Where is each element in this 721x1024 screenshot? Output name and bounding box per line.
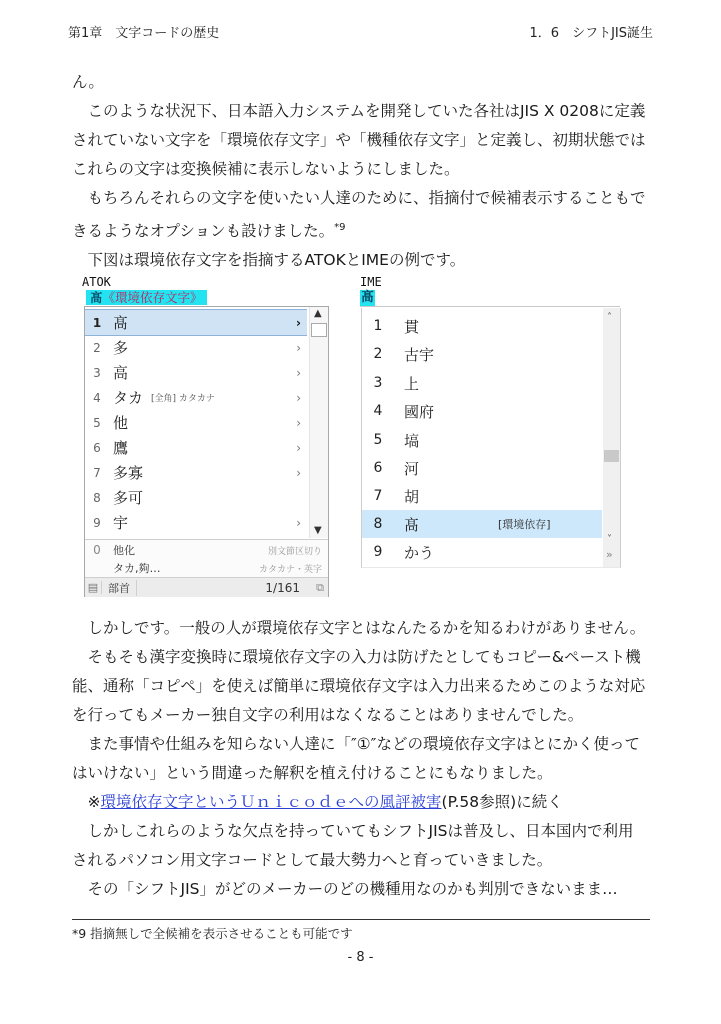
atok-candidate-1[interactable] [85, 309, 307, 336]
candidate-text: 髙 [404, 515, 420, 534]
candidate-number: 9 [373, 544, 383, 560]
chevron-up-icon[interactable]: ˄ [607, 312, 612, 323]
reference-prefix: ※ [72, 793, 101, 811]
candidate-number: 9 [93, 515, 101, 530]
chevron-right-icon: › [296, 365, 301, 380]
candidate-number: 1 [92, 315, 102, 330]
reference-link[interactable]: 環境依存文字というＵｎｉｃｏｄｅへの風評被害 [100, 793, 442, 811]
radical-button[interactable]: 部首 [102, 580, 137, 596]
atok-status-bar [85, 577, 328, 597]
paragraph-line [72, 213, 652, 246]
candidate-number: 2 [93, 340, 101, 355]
dictionary-icon[interactable]: ▤ [85, 581, 102, 594]
candidate-text: 他 [113, 414, 129, 432]
reference-line [72, 788, 652, 817]
chevron-right-icon: › [296, 440, 301, 455]
candidate-text: 國府 [404, 402, 435, 421]
chevron-right-icon: › [296, 390, 301, 405]
candidate-number: 7 [373, 488, 383, 504]
footnote: *9 指摘無しで全候補を表示させることも可能です [72, 926, 353, 941]
paragraph-line: しかしこれらのような欠点を持っていてもシフトJISは普及し、日本国内で利用 [72, 822, 634, 840]
expand-window-icon[interactable]: ⧉ [316, 580, 324, 594]
ime-candidate-4[interactable] [362, 397, 602, 425]
atok-candidate-window [84, 306, 329, 597]
paragraph-line: もちろんそれらの文字を使いたい人達のために、指摘付で候補表示することもで [72, 189, 646, 207]
chevron-right-icon: › [296, 340, 301, 355]
divider [360, 306, 620, 307]
atok-candidate-5[interactable] [85, 410, 307, 435]
candidate-number: 4 [373, 403, 383, 419]
candidate-text: 河 [404, 459, 420, 478]
candidate-number: 8 [373, 516, 383, 532]
candidate-text: 塙 [404, 431, 420, 450]
candidate-number: 1 [373, 318, 383, 334]
candidate-number: 6 [373, 460, 383, 476]
candidate-number: 5 [373, 432, 383, 448]
candidate-number: 2 [373, 346, 383, 362]
candidate-text: 高 [113, 364, 129, 382]
chevron-right-icon: › [296, 465, 301, 480]
atok-extra-candidates[interactable] [85, 539, 328, 578]
atok-scrollbar[interactable] [309, 307, 328, 538]
candidate-text: かう [404, 543, 435, 562]
ime-candidate-1[interactable] [362, 312, 602, 340]
paragraph-line: されていない文字を「環境依存文字」や「機種依存文字」と定義し、初期状態では [72, 131, 646, 149]
atok-candidate-7[interactable] [85, 460, 307, 485]
atok-composition [86, 290, 207, 305]
candidate-text: 貫 [404, 317, 420, 336]
paragraph-line: これらの文字は変換候補に表示しないようにしました。 [72, 160, 460, 178]
candidate-number: 8 [93, 490, 101, 505]
ime-candidate-8[interactable] [362, 510, 602, 538]
paragraph-line: そもそも漢字変換時に環境依存文字の入力は防げたとしてもコピー&ペースト機 [72, 648, 641, 666]
candidate-text: タカ [113, 389, 144, 407]
atok-candidate-9[interactable] [85, 510, 307, 535]
paragraph-line: はいけない」という間違った解釈を植え付けることにもなりました。 [72, 764, 553, 782]
paragraph-line: しかしです。一般の人が環境依存文字とはなんたるかを知るわけがありません。 [72, 619, 646, 637]
extra-candidate-hint: 別文節区切り [267, 546, 322, 557]
candidate-text: 上 [404, 374, 420, 393]
ime-candidate-6[interactable] [362, 454, 602, 482]
chevron-right-icon: › [296, 515, 301, 530]
atok-candidate-6[interactable] [85, 435, 307, 460]
candidate-number: 3 [93, 365, 101, 380]
extra-candidate-hint: カタカナ・英字 [258, 564, 322, 575]
footnote-divider [72, 919, 650, 920]
atok-candidate-4[interactable] [85, 385, 307, 410]
paragraph-line: このような状況下、日本語入力システムを開発していた各社はJIS X 0208に定義 [72, 102, 646, 120]
candidate-number: 6 [93, 440, 101, 455]
page-up-icon[interactable]: ▲ [314, 308, 322, 319]
candidate-text: 多可 [113, 489, 144, 507]
atok-composition-char: 髙 [90, 290, 103, 305]
chevron-right-icon: › [296, 415, 301, 430]
paragraph-line: また事情や仕組みを知らない人達に「″①″などの環境依存文字はとにかく使って [72, 735, 640, 753]
chevron-down-icon[interactable]: ˅ [607, 534, 612, 545]
ime-candidate-5[interactable] [362, 426, 602, 454]
paragraph-line: を行ってもメーカー独自文字の利用はなくなることはありませんでした。 [72, 706, 584, 724]
scrollbar-thumb[interactable] [311, 323, 327, 337]
chapter-header: 第1章 文字コードの歴史 [68, 26, 220, 41]
ime-scrollbar[interactable] [603, 308, 620, 567]
candidate-number: 0 [93, 543, 101, 557]
reference-suffix: (P.58参照)に続く [441, 793, 563, 811]
candidate-number: 3 [373, 375, 383, 391]
expand-icon[interactable]: » [606, 548, 613, 561]
page-indicator: 1/161 [265, 580, 300, 595]
candidate-text: 古宇 [404, 345, 435, 364]
candidate-text: 髙 [113, 314, 129, 332]
main-text [72, 614, 652, 904]
atok-composition-note: 《環境依存文字》 [102, 290, 203, 305]
atok-candidate-3[interactable] [85, 360, 307, 385]
atok-label: ATOK [82, 275, 111, 289]
candidate-number: 7 [93, 465, 101, 480]
paragraph-line: 下図は環境依存文字を指摘するATOKとIMEの例です。 [72, 251, 466, 269]
extra-candidate-text: タカ,夠… [113, 562, 161, 575]
ime-candidate-9[interactable] [362, 538, 602, 566]
ime-candidate-3[interactable] [362, 369, 602, 397]
scrollbar-thumb[interactable] [604, 450, 619, 462]
paragraph-line: されるパソコン用文字コードとして最大勢力へと育っていきました。 [72, 851, 553, 869]
ime-candidate-7[interactable] [362, 482, 602, 510]
atok-candidate-8[interactable] [85, 485, 307, 510]
chevron-right-icon: › [296, 315, 301, 330]
candidate-text: 多寡 [113, 464, 144, 482]
candidate-number: 4 [93, 390, 101, 405]
ime-candidate-window [361, 308, 621, 568]
candidate-text: 多 [113, 339, 129, 357]
ime-candidate-2[interactable] [362, 340, 602, 368]
paragraph-line: その「シフトJIS」がどのメーカーのどの機種用なのかも判別できないまま… [72, 880, 618, 898]
ime-composition: 髙 [361, 290, 375, 305]
extra-candidate-text: 他化 [113, 544, 135, 557]
paragraph-text: きるようなオプションも設けました。 [72, 222, 335, 240]
footnote-ref[interactable]: *9 [334, 222, 346, 233]
paragraph-line: ん。 [72, 73, 104, 91]
intro-text [72, 68, 652, 275]
page-down-icon[interactable]: ▼ [314, 525, 322, 536]
candidate-number: 5 [93, 415, 101, 430]
candidate-text: 胡 [404, 487, 420, 506]
candidate-text: 宇 [113, 514, 129, 532]
candidate-note: [環境依存] [498, 518, 551, 531]
candidate-note: [全角] カタカナ [151, 394, 215, 404]
paragraph-line: 能、通称「コピペ」を使えば簡単に環境依存文字は入力出来るためこのような対応 [72, 677, 646, 695]
section-header: 1．6 シフトJIS誕生 [529, 26, 653, 41]
ime-label: IME [360, 275, 382, 289]
atok-candidate-2[interactable] [85, 335, 307, 360]
page-number: - 8 - [347, 950, 374, 965]
candidate-text: 鷹 [113, 439, 129, 457]
